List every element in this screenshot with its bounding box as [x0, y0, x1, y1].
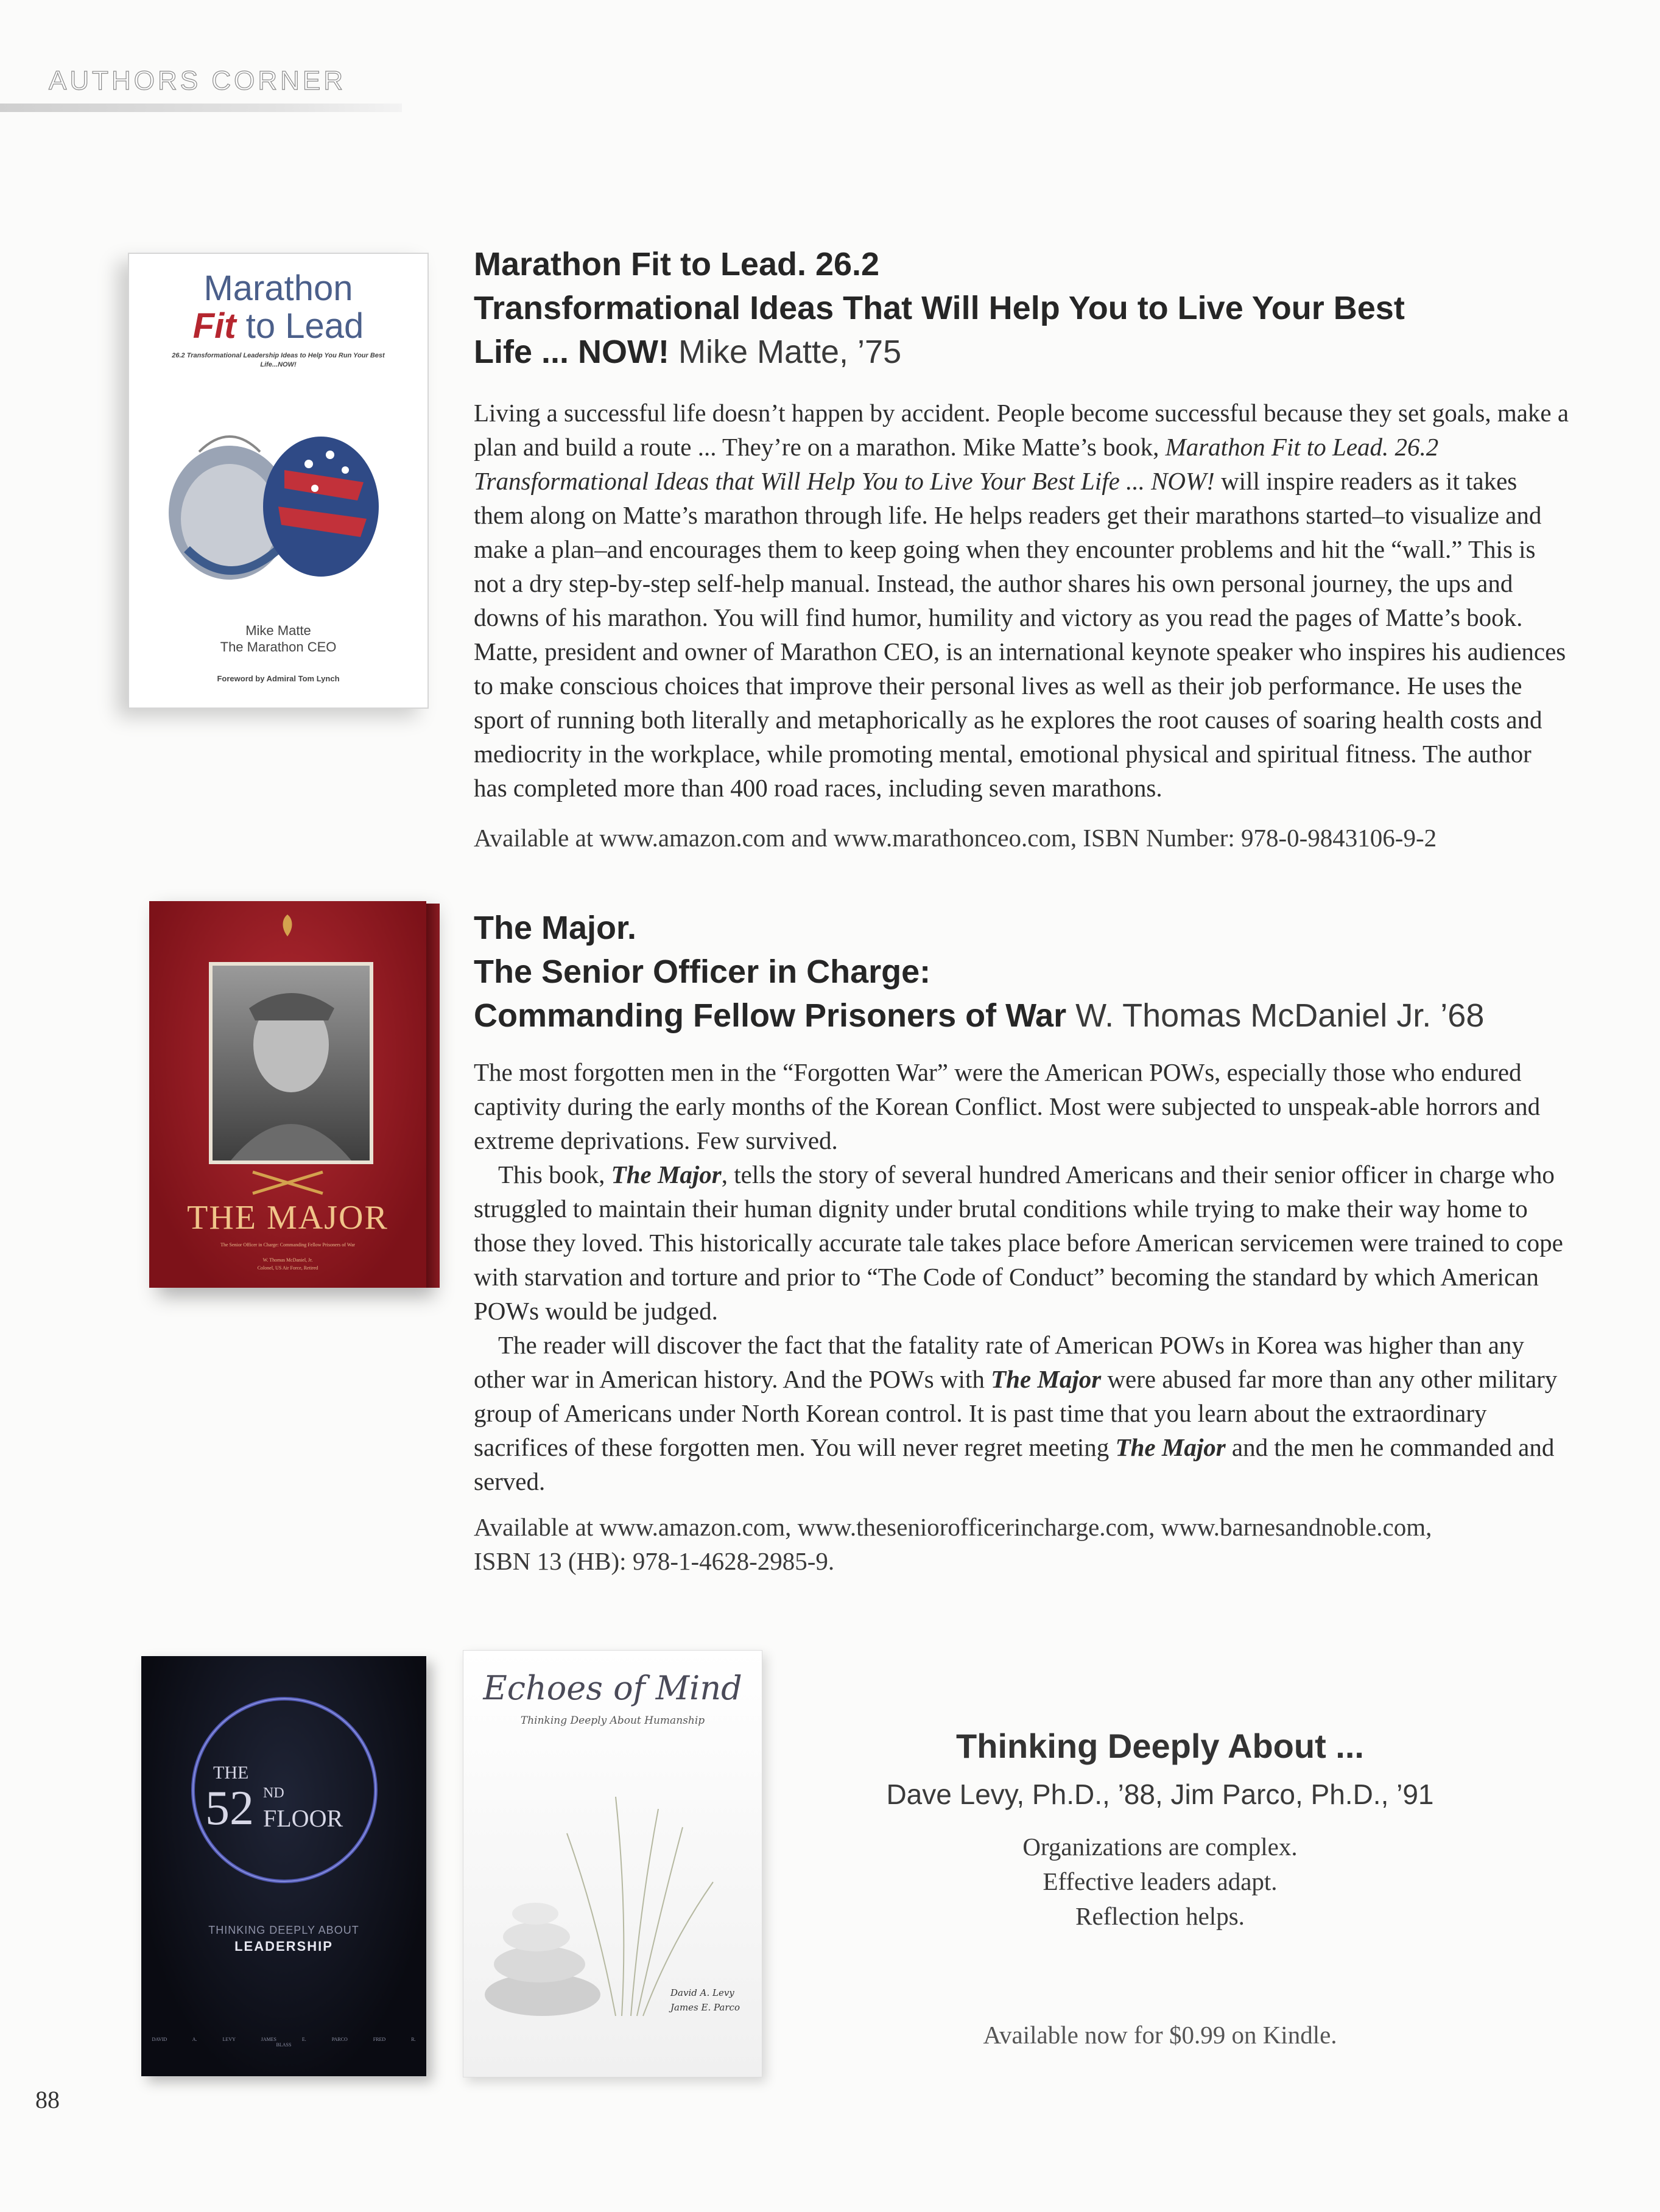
oak-leaf-insignia-icon	[278, 913, 297, 938]
cover-author: David A. Levy James E. Parco	[670, 1987, 740, 2013]
cover-foreword: Foreword by Admiral Tom Lynch	[217, 674, 340, 683]
book-description: The most forgotten men in the “Forgotten War” were the American POWs, especially those who endured captivity during the early months of the Korean Conflict. Most were subjected to unspeak-able horrors and extreme deprivations. Few survived. This book, The Major, tells the story of several hundred Americans and their senior officer in charge who struggled to maintain their human dignity under brutal conditions while trying to make their way home to those they loved. This historically accurate tale takes place before American servicemen were trained to cope with starvation and torture and prior to “The Code of Conduct” becoming the standard by which American POWs would be judged. The reader will discover the fact that the fatality rate of American POWs in Korea was higher than any other war in American history. And the POWs with The Major were abused far more than any other military group of Americans under North Korean control. It is past time that you learn about the extraordinary sacrifices of these forgotten men. You will never regret meeting The Major and the men he commanded and served.	[474, 1058, 1563, 1495]
book-author: W. Thomas McDaniel Jr. ’68	[1075, 997, 1485, 1034]
cover-title: THE MAJOR	[187, 1199, 389, 1237]
crossed-rifles-icon	[250, 1169, 326, 1196]
section-rule	[0, 104, 402, 112]
cover-subtitle: The Senior Officer in Charge: Commanding Fellow Prisoners of War	[220, 1242, 355, 1248]
book-description: Organizations are complex. Effective leaders adapt. Reflection helps.	[1022, 1833, 1298, 1930]
book-cover-echoes-of-mind	[463, 1650, 762, 2077]
section-label: AUTHORS CORNER	[49, 66, 346, 96]
book-author: Dave Levy, Ph.D., ’88, Jim Parco, Ph.D., ’91	[886, 1778, 1434, 1810]
book-title-marathon: Marathon Fit to Lead. 26.2 Transformational Ideas That Will Help You to Live Your Best Life ... NOW! Mike Matte, ’75	[474, 246, 1405, 370]
cover-author: Mike Matte The Marathon CEO	[220, 623, 337, 655]
book-availability: Available at www.amazon.com, www.theseniorofficerincharge.com, www.barnesandnoble.com, ISBN 13 (HB): 978-1-4628-2985-9.	[474, 1513, 1432, 1575]
soldier-portrait	[209, 962, 373, 1164]
book-title-thinking-deeply: Thinking Deeply About ...	[956, 1727, 1364, 1765]
running-shoes-image	[163, 397, 394, 598]
book-title-major: The Major. The Senior Officer in Charge: Commanding Fellow Prisoners of War W. Thomas McDaniel Jr. ’68	[474, 910, 1485, 1034]
cover-author: W. Thomas McDaniel, Jr. Colonel, US Air Force, Retired	[257, 1257, 318, 1271]
book-availability: Available now for $0.99 on Kindle.	[983, 2021, 1337, 2049]
page-number: 88	[35, 2086, 60, 2113]
book-description: Living a successful life doesn’t happen by accident. People become successful because they set goals, make a plan and build a route ... They’re on a marathon. Mike Matte’s book, Marathon Fit to Lead. 26.2 Transformational Ideas that Will Help You to Live Your Best Life ... NOW! will inspire readers as it takes them along on Matte’s marathon through life. He helps readers get their marathons started–to visualize and make a plan–and encourages them to keep going when they encounter problems and hit the “wall.” This is not a dry step-by-step self-help manual. Instead, the author shares his own personal journey, the ups and downs of his marathon. You will find humor, humility and victory as you read the pages of Matte’s book. Matte, president and owner of Marathon CEO, is an international keynote speaker who inspires his audiences to make conscious choices that improve their personal lives as well as their job performance. He uses the sport of running both literally and metaphorically as he explores the root causes of soaring health costs and mediocrity in the workplace, while promoting mental, emotional physical and spiritual fitness. The author has completed more than 400 road races, including seven marathons.	[474, 399, 1569, 802]
book-cover-marathon	[128, 253, 429, 709]
book-spine	[426, 904, 440, 1288]
cover-title: Echoes of Mind	[483, 1669, 742, 1707]
book-cover-major	[149, 901, 426, 1288]
cover-subtitle: Thinking Deeply About Humanship	[520, 1715, 705, 1727]
book-author: Mike Matte, ’75	[678, 334, 902, 370]
book-cover-52nd-floor: THE 52 ND FLOOR THINKING DEEPLY ABOUT LEADERSHIP DAVID A. LEVY JAMES E. PARCO FRED R. BLASS	[141, 1656, 426, 2076]
cover-title: Marathon Fit to Lead	[192, 269, 364, 346]
cover-subtitle: 26.2 Transformational Leadership Ideas to Help You Run Your Best Life...NOW!	[172, 352, 385, 368]
book-availability: Available at www.amazon.com and www.marathonceo.com, ISBN Number: 978-0-9843106-9-2	[474, 824, 1437, 852]
